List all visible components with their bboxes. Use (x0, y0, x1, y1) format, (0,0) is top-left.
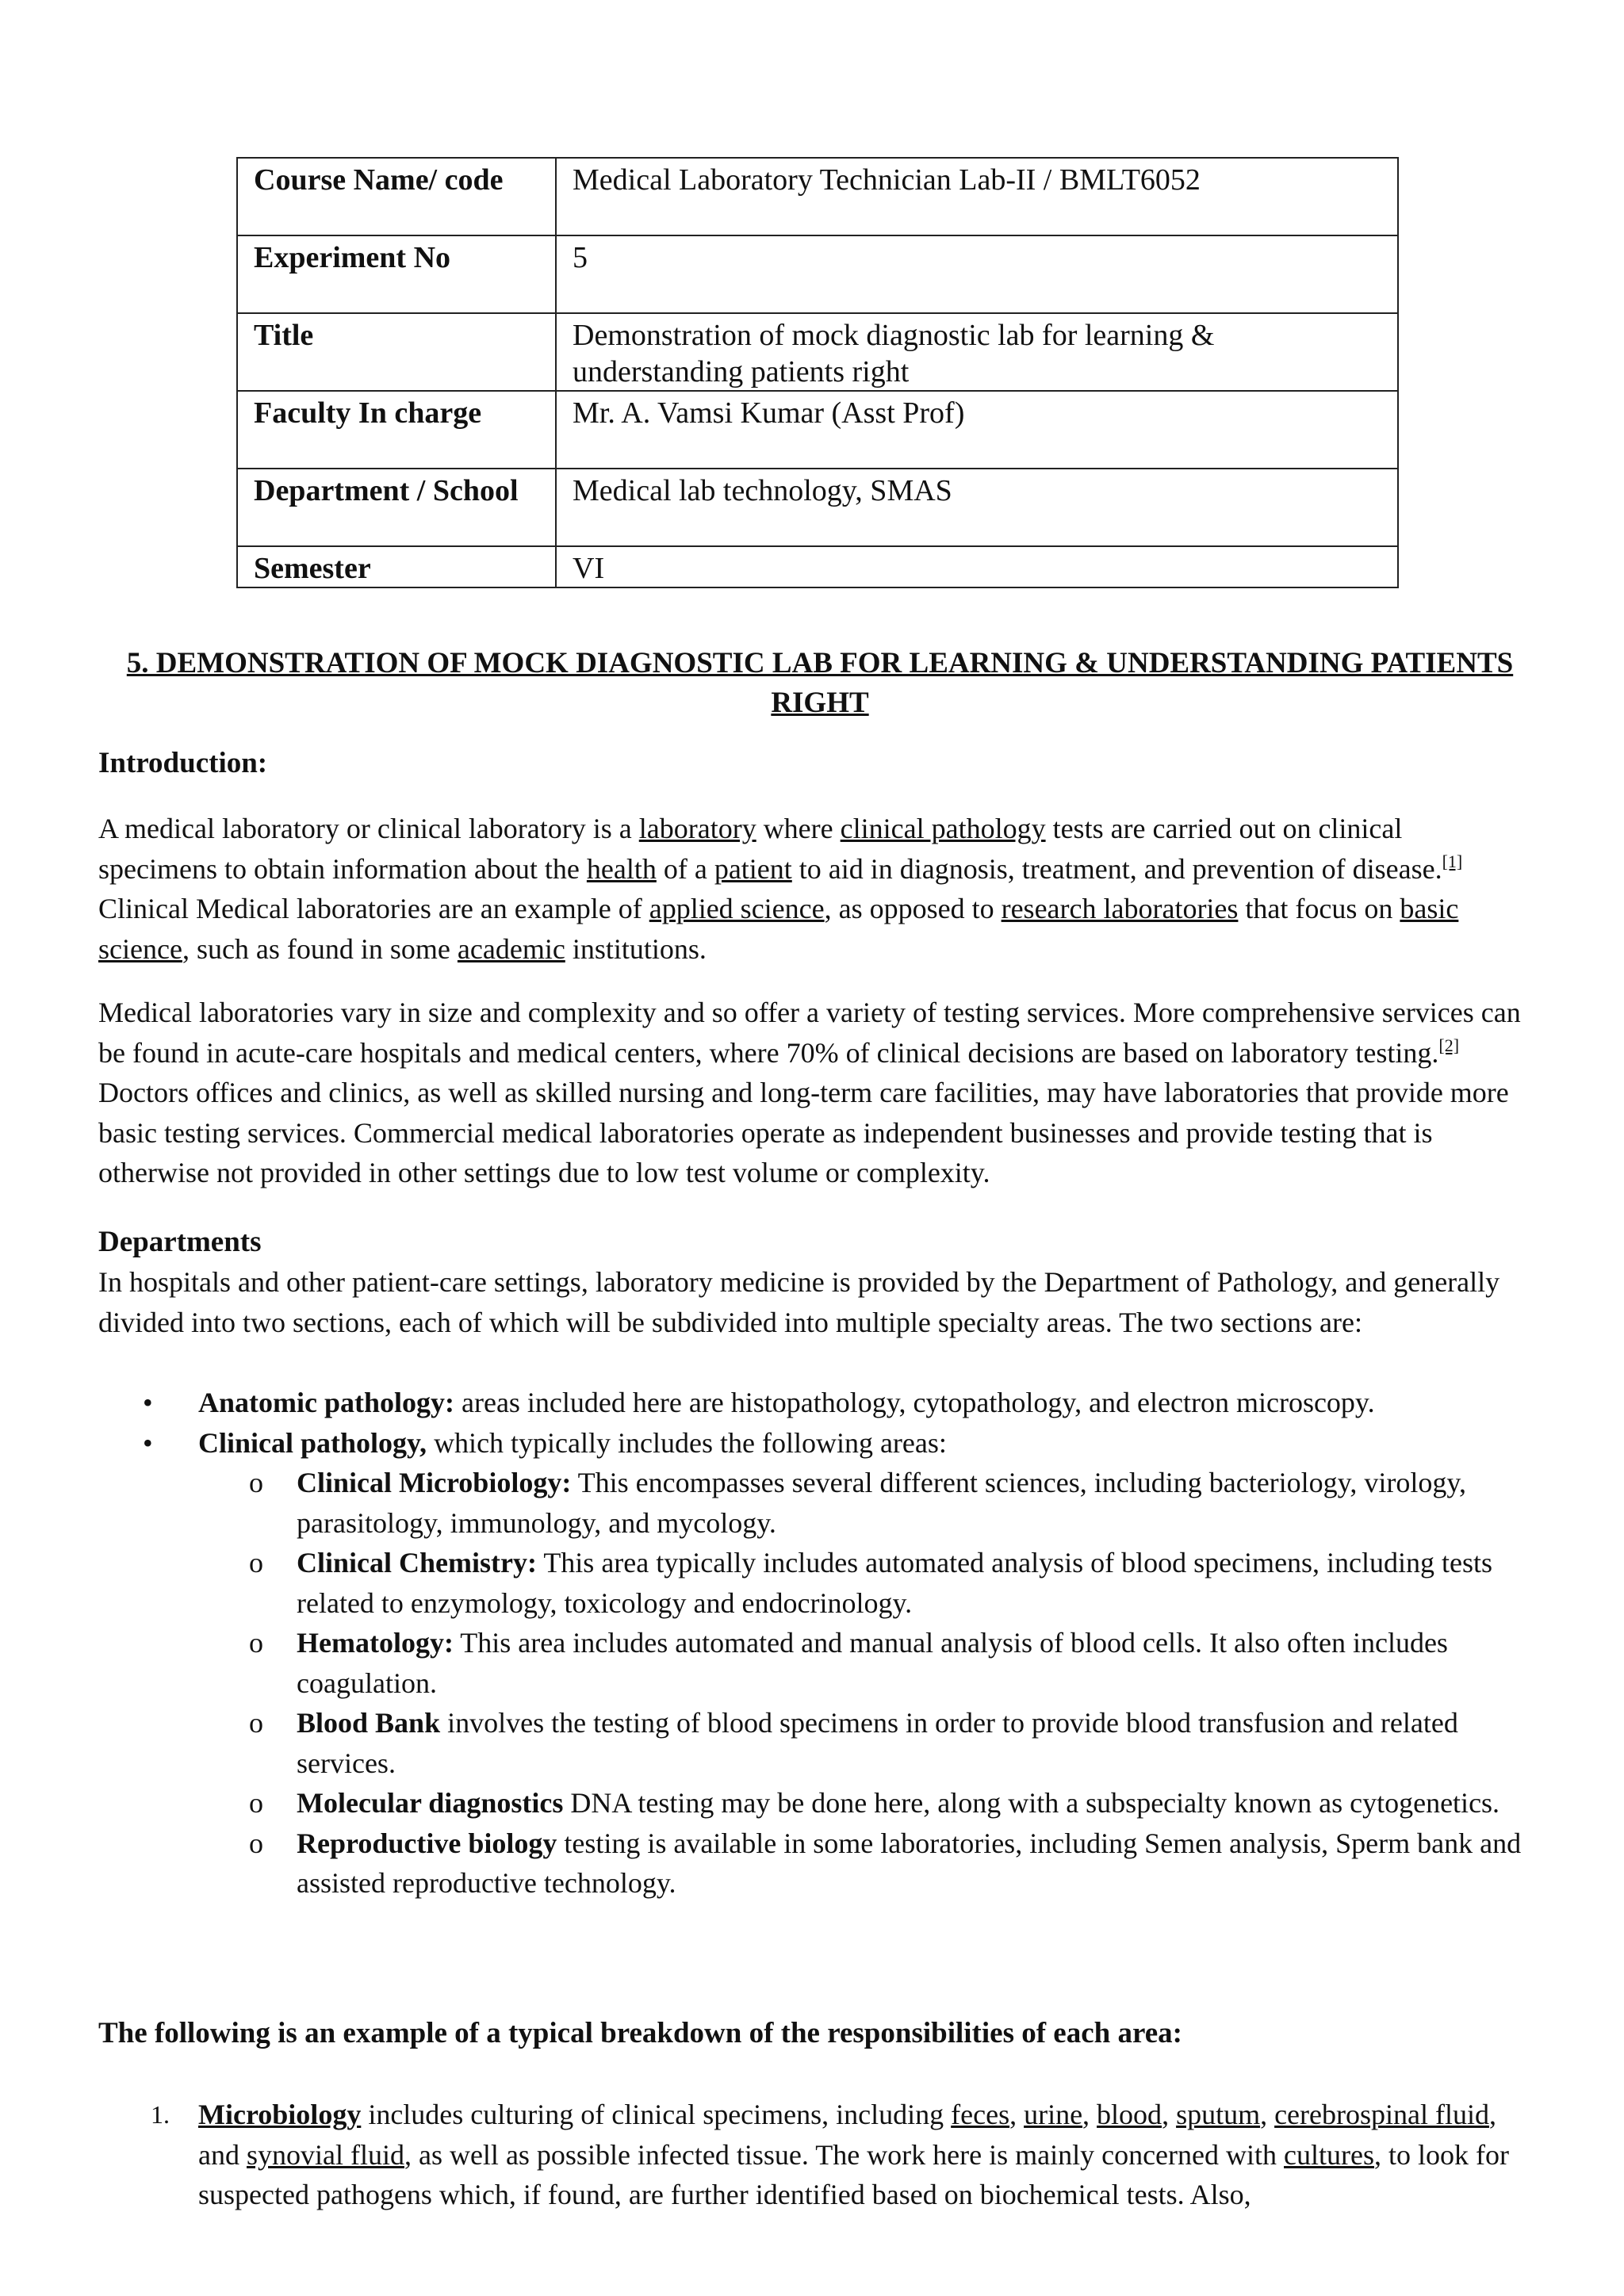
title-label: Title (237, 313, 556, 391)
reference-2[interactable]: [2] (1438, 1035, 1460, 1055)
sub-bullet-marker: o (249, 1827, 263, 1859)
faculty-label: Faculty In charge (237, 391, 556, 469)
heading-line-1: 5. DEMONSTRATION OF MOCK DIAGNOSTIC LAB FOR LEARNING & UNDERSTANDING PATIENTS (126, 647, 1514, 679)
semester-value: VI (556, 546, 1398, 587)
list-item: o Molecular diagnostics DNA testing may be done here, along with a subspecialty known as cytogenetics. (98, 1783, 1542, 1823)
list-item: o Blood Bank involves the testing of blood specimens in order to provide blood transfusion and related services. (98, 1703, 1542, 1783)
course-name-value: Medical Laboratory Technician Lab-II / BMLT6052 (556, 158, 1398, 235)
table-row (237, 391, 1398, 469)
table-row (237, 313, 1398, 391)
list-item: o Hematology: This area includes automated and manual analysis of blood cells. It also often includes coagulation. (98, 1623, 1542, 1703)
list-item: • Anatomic pathology: areas included here are histopathology, cytopathology, and electron microscopy. (98, 1383, 1542, 1423)
clinical-areas-list (98, 1463, 1542, 1904)
table-row (237, 158, 1398, 235)
intro-paragraph-2: Medical laboratories vary in size and complexity and so offer a variety of testing services. More comprehensive services can be found in acute-care hospitals and medical centers, where 70% of clinical decisions are based on laboratory testing.[2] Doctors offices and clinics, as well as skilled nursing and long-term care facilities, may have laboratories that provide more basic testing services. Commercial medical laboratories operate as independent businesses and provide testing that is otherwise not provided in other settings due to low test volume or complexity. (98, 997, 1521, 1188)
experiment-no-label: Experiment No (237, 235, 556, 313)
course-info-table (236, 157, 1399, 588)
list-number: 1. (151, 2100, 170, 2129)
link-basic-science[interactable]: basic science (98, 893, 1459, 965)
sections-list (98, 1383, 1542, 1463)
sub-bullet-marker: o (249, 1547, 263, 1578)
department-value: Medical lab technology, SMAS (556, 469, 1398, 546)
link-health[interactable]: health (586, 852, 657, 885)
link-sputum[interactable]: sputum (1176, 2099, 1261, 2130)
list-item: • Clinical pathology, which typically includes the following areas: (98, 1423, 1542, 1464)
link-urine[interactable]: urine (1024, 2099, 1083, 2130)
course-name-label: Course Name/ code (237, 158, 556, 235)
table-row (237, 546, 1398, 587)
link-cerebrospinal-fluid[interactable]: cerebrospinal fluid (1274, 2099, 1489, 2130)
link-academic[interactable]: academic (457, 932, 565, 965)
link-applied-science[interactable]: applied science (649, 893, 825, 924)
link-clinical-pathology[interactable]: clinical pathology (840, 813, 1046, 844)
link-blood[interactable]: blood (1097, 2099, 1162, 2130)
department-label: Department / School (237, 469, 556, 546)
departments-intro: In hospitals and other patient-care settings, laboratory medicine is provided by the Department of Pathology, and generally divided into two sections, each of which will be subdivided into multiple specialty areas. The two sections are: (98, 1266, 1500, 1338)
bullet-marker: • (143, 1426, 153, 1459)
link-research-laboratories[interactable]: research laboratories (1001, 893, 1239, 924)
introduction-title: Introduction: (98, 747, 268, 779)
list-item: 1. Microbiology includes culturing of clinical specimens, including feces, urine, blood, sputum, cerebrospinal fluid, and synovial fluid, as well as possible infected tissue. The work here is mainly concerned with cultures, to look for suspected pathogens which, if found, are further identified based on biochemical tests. Also, (98, 2095, 1526, 2215)
table-row (237, 469, 1398, 546)
responsibilities-list (98, 2095, 1526, 2215)
bullet-marker: • (143, 1387, 153, 1418)
section-heading (98, 644, 1542, 723)
link-patient[interactable]: patient (714, 852, 792, 885)
faculty-value: Mr. A. Vamsi Kumar (Asst Prof) (556, 391, 1398, 469)
link-microbiology[interactable]: Microbiology (198, 2099, 362, 2130)
title-value: Demonstration of mock diagnostic lab for learning & understanding patients right (556, 313, 1398, 391)
list-item: o Clinical Chemistry: This area typically includes automated analysis of blood specimens, including tests related to enzymology, toxicology and endocrinology. (98, 1543, 1542, 1623)
sub-bullet-marker: o (249, 1787, 263, 1819)
sub-bullet-marker: o (249, 1467, 263, 1498)
sub-bullet-marker: o (249, 1627, 263, 1659)
table-row (237, 235, 1398, 313)
departments-title: Departments (98, 1226, 262, 1258)
experiment-no-value: 5 (556, 235, 1398, 313)
link-cultures[interactable]: cultures (1284, 2138, 1374, 2171)
sub-bullet-marker: o (249, 1707, 263, 1739)
link-laboratory[interactable]: laboratory (638, 813, 756, 844)
list-item: o Reproductive biology testing is available in some laboratories, including Semen analysis, Sperm bank and assisted reproductive technology. (98, 1823, 1542, 1904)
heading-line-2: RIGHT (771, 687, 869, 719)
list-item: o Clinical Microbiology: This encompasses several different sciences, including bacteriology, virology, parasitology, immunology, and mycology. (98, 1463, 1542, 1543)
link-feces[interactable]: feces (951, 2099, 1010, 2130)
semester-label: Semester (237, 546, 556, 587)
reference-1[interactable]: [1] (1442, 851, 1463, 871)
breakdown-title: The following is an example of a typical breakdown of the responsibilities of each area: (98, 2017, 1182, 2049)
link-synovial-fluid[interactable]: synovial fluid (246, 2138, 404, 2171)
intro-paragraph-1: A medical laboratory or clinical laboratory is a laboratory where clinical pathology tests are carried out on clinical specimens to obtain information about the health of a patient to aid in diagnosis, treatment, and prevention of disease.[1] Clinical Medical laboratories are an example of applied science, as opposed to research laboratories that focus on basic science, such as found in some academic institutions. (98, 813, 1463, 965)
